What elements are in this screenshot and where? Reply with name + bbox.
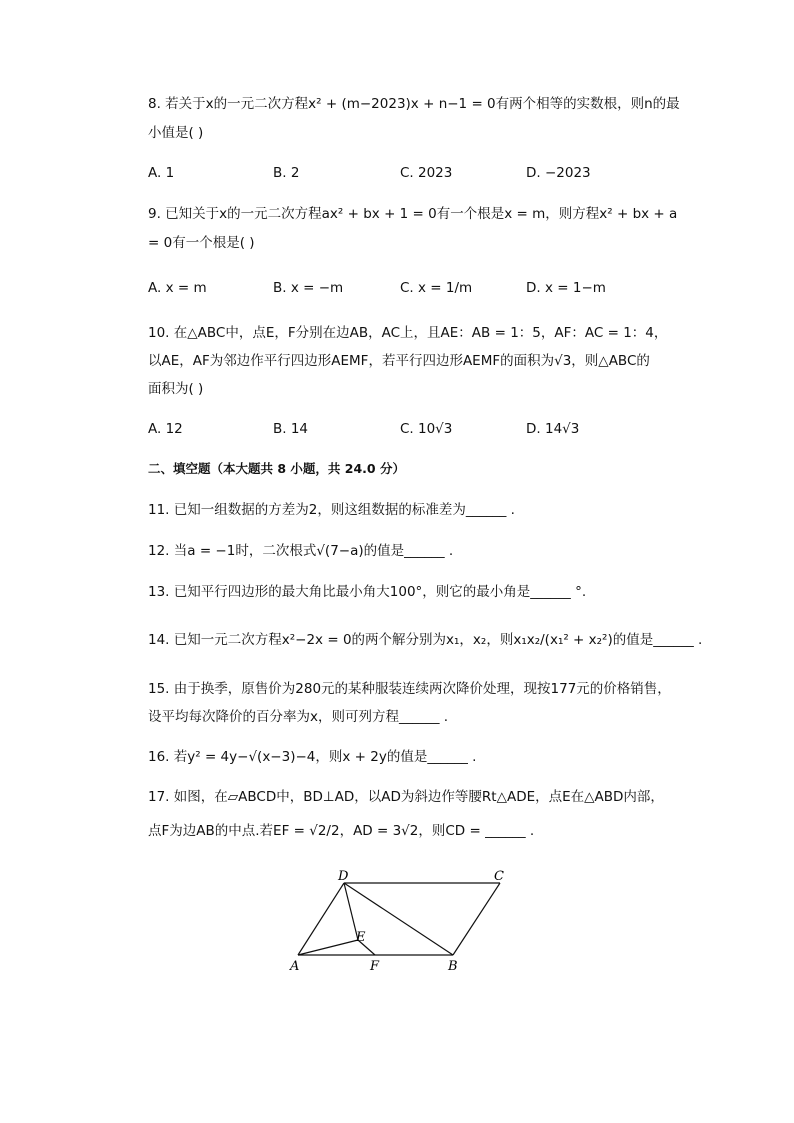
q10-line2: 以AE，AF为邻边作平行四边形AEMF，若平行四边形AEMF的面积为√3，则△ABC的 bbox=[148, 353, 650, 369]
q8-option-c: C. 2023 bbox=[400, 165, 453, 181]
label-d: D bbox=[338, 869, 349, 884]
segment-ae bbox=[298, 940, 358, 955]
label-f: F bbox=[370, 959, 380, 974]
segment-bc bbox=[453, 883, 500, 955]
q9-option-a: A. x = m bbox=[148, 280, 207, 296]
q9-option-b: B. x = −m bbox=[273, 280, 344, 296]
label-b: B bbox=[448, 959, 458, 974]
q9-option-d: D. x = 1−m bbox=[526, 280, 606, 296]
q14-text: 14. 已知一元二次方程x²−2x = 0的两个解分别为x₁，x₂，则x₁x₂/(x₁² + x₂²)的值是______ . bbox=[148, 632, 703, 648]
q9-option-c: C. x = 1/m bbox=[400, 280, 473, 296]
q8-line2: 小值是( ) bbox=[148, 125, 204, 141]
segment-da bbox=[298, 883, 344, 955]
q17-line2: 点F为边AB的中点.若EF = √2/2，AD = 3√2，则CD = ______ . bbox=[148, 823, 535, 839]
q9-line2: = 0有一个根是( ) bbox=[148, 235, 255, 251]
q11-text: 11. 已知一组数据的方差为2，则这组数据的标准差为______ . bbox=[148, 502, 515, 518]
q10-line3: 面积为( ) bbox=[148, 381, 204, 397]
q8-option-b: B. 2 bbox=[273, 165, 300, 181]
q10-option-c: C. 10√3 bbox=[400, 421, 453, 437]
section-title: 二、填空题（本大题共 8 小题，共 24.0 分） bbox=[148, 461, 405, 476]
q15-line1: 15. 由于换季，原售价为280元的某种服装连续两次降价处理，现按177元的价格销售， bbox=[148, 681, 671, 697]
q17-line1: 17. 如图，在▱ABCD中，BD⊥AD，以AD为斜边作等腰Rt△ADE，点E在△ABD内部， bbox=[148, 789, 664, 805]
q8-option-a: A. 1 bbox=[148, 165, 175, 181]
q12-text: 12. 当a = −1时，二次根式√(7−a)的值是______ . bbox=[148, 543, 454, 559]
q10-option-a: A. 12 bbox=[148, 421, 183, 437]
q9-line1: 9. 已知关于x的一元二次方程ax² + bx + 1 = 0有一个根是x = m，则方程x² + bx + a bbox=[148, 206, 678, 222]
q8-option-d: D. −2023 bbox=[526, 165, 591, 181]
label-c: C bbox=[494, 869, 504, 884]
label-e: E bbox=[356, 930, 366, 945]
q15-line2: 设平均每次降价的百分率为x，则可列方程______ . bbox=[148, 709, 449, 725]
q8-line1: 8. 若关于x的一元二次方程x² + (m−2023)x + n−1 = 0有两个相等的实数根，则n的最 bbox=[148, 96, 680, 112]
parallelogram-figure bbox=[288, 864, 508, 979]
q16-text: 16. 若y² = 4y−√(x−3)−4，则x + 2y的值是______ . bbox=[148, 749, 477, 765]
q10-option-b: B. 14 bbox=[273, 421, 309, 437]
label-a: A bbox=[290, 959, 300, 974]
figure-lines bbox=[298, 883, 500, 955]
q13-text: 13. 已知平行四边形的最大角比最小角大100°，则它的最小角是______ °. bbox=[148, 584, 587, 600]
q10-line1: 10. 在△ABC中，点E，F分别在边AB，AC上，且AE：AB = 1：5，AF：AC = 1：4， bbox=[148, 325, 668, 341]
q10-option-d: D. 14√3 bbox=[526, 421, 580, 437]
